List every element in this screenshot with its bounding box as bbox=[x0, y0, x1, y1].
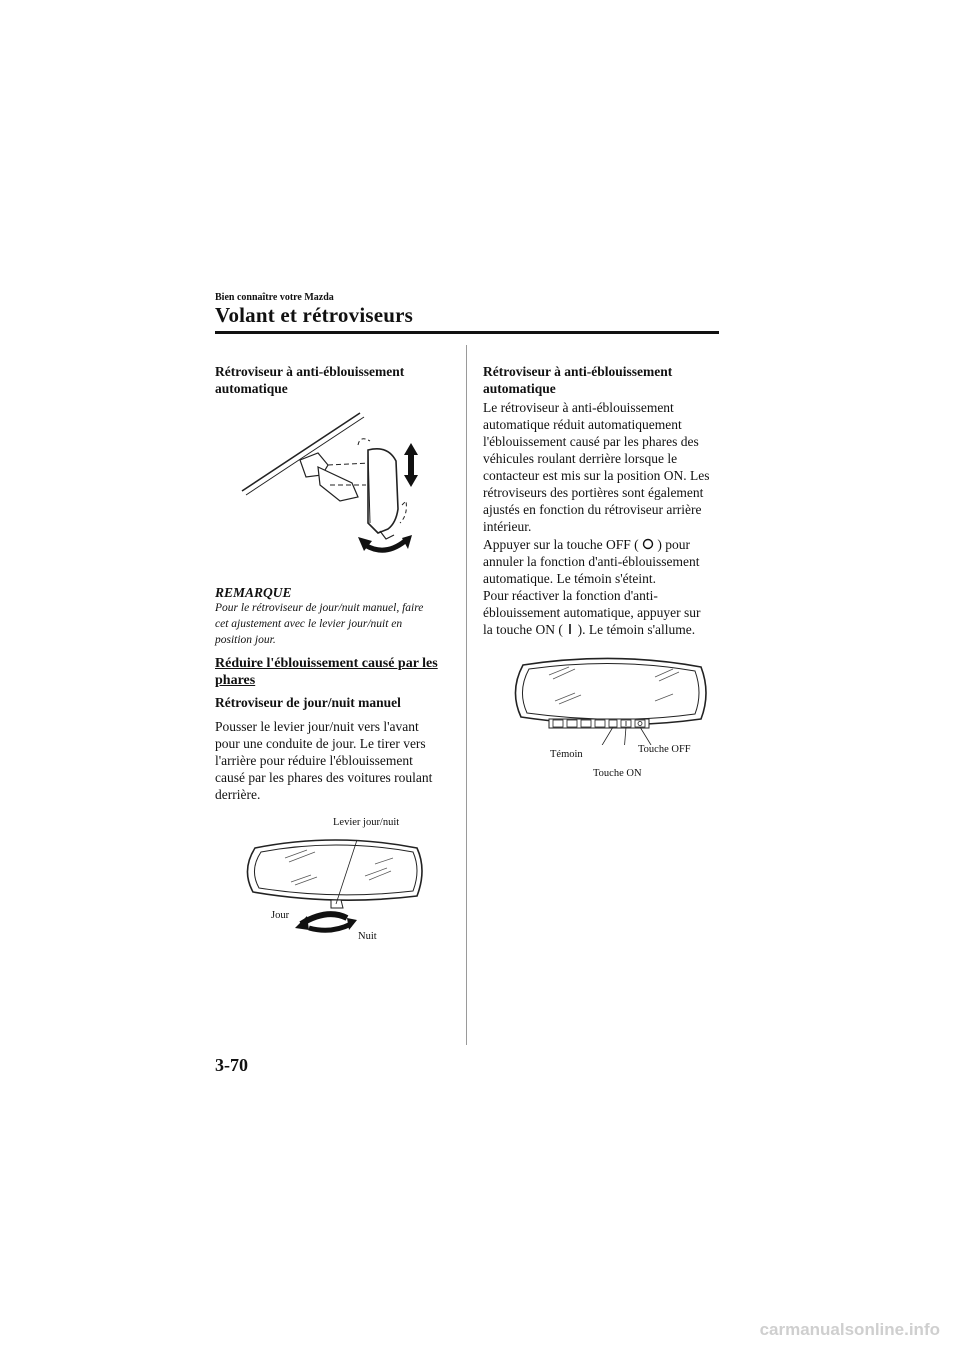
auto-dimming-instructions: Appuyer sur la touche OFF ( ) pour annuler la fonction d'anti-éblouissement automatique. Le témoin s'éteint. Pour réactiver la fonction d'anti- éblouissement automatique, appuyer sur la touche ON ( ). Le témoin s'allume. bbox=[483, 537, 701, 637]
indicator-label: Témoin bbox=[550, 749, 583, 760]
auto-mirror-front-illustration bbox=[505, 655, 715, 745]
on-bar-icon bbox=[566, 623, 574, 635]
auto-dimming-heading-left: Rétroviseur à anti-éblouissement automatique bbox=[215, 364, 405, 396]
manual-mirror-illustration bbox=[235, 830, 435, 950]
lever-label: Levier jour/nuit bbox=[333, 817, 400, 828]
auto-dimming-description: Le rétroviseur à anti-éblouissement automatique réduit automatiquement l'éblouissement causé par les phares des véhicules roulant derrière lorsque le contacteur est mis sur la position ON. Les rétroviseurs des portières sont également ajustés en fonction du rétroviseur arrière intérieur. bbox=[483, 400, 710, 534]
title-rule bbox=[215, 331, 719, 334]
auto-dimming-heading-right: Rétroviseur à anti-éblouissement automatique bbox=[483, 364, 673, 396]
column-divider bbox=[466, 345, 467, 1045]
day-label: Jour bbox=[271, 910, 290, 921]
note-text: Pour le rétroviseur de jour/nuit manuel, faire cet ajustement avec le levier jour/nuit en position jour. bbox=[215, 602, 424, 646]
night-label: Nuit bbox=[358, 931, 377, 942]
auto-mirror-side-illustration bbox=[240, 405, 440, 565]
section-label: Bien connaître votre Mazda bbox=[215, 292, 334, 303]
watermark: carmanualsonline.info bbox=[759, 1320, 940, 1339]
glare-subheading: Réduire l'éblouissement causé par les phares bbox=[215, 656, 438, 688]
manual-mirror-body: Pousser le levier jour/nuit vers l'avant pour une conduite de jour. Le tirer vers l'arrière pour réduire l'éblouissement causé par les phares des voitures roulant derrière. bbox=[215, 719, 433, 802]
off-button-label: Touche OFF bbox=[638, 744, 691, 755]
page-number: 3-70 bbox=[215, 1055, 248, 1075]
on-button-label: Touche ON bbox=[593, 768, 642, 779]
chapter-title: Volant et rétroviseurs bbox=[215, 303, 414, 327]
manual-mirror-heading: Rétroviseur de jour/nuit manuel bbox=[215, 695, 401, 710]
off-circle-icon bbox=[642, 538, 654, 550]
note-title: REMARQUE bbox=[215, 585, 292, 600]
